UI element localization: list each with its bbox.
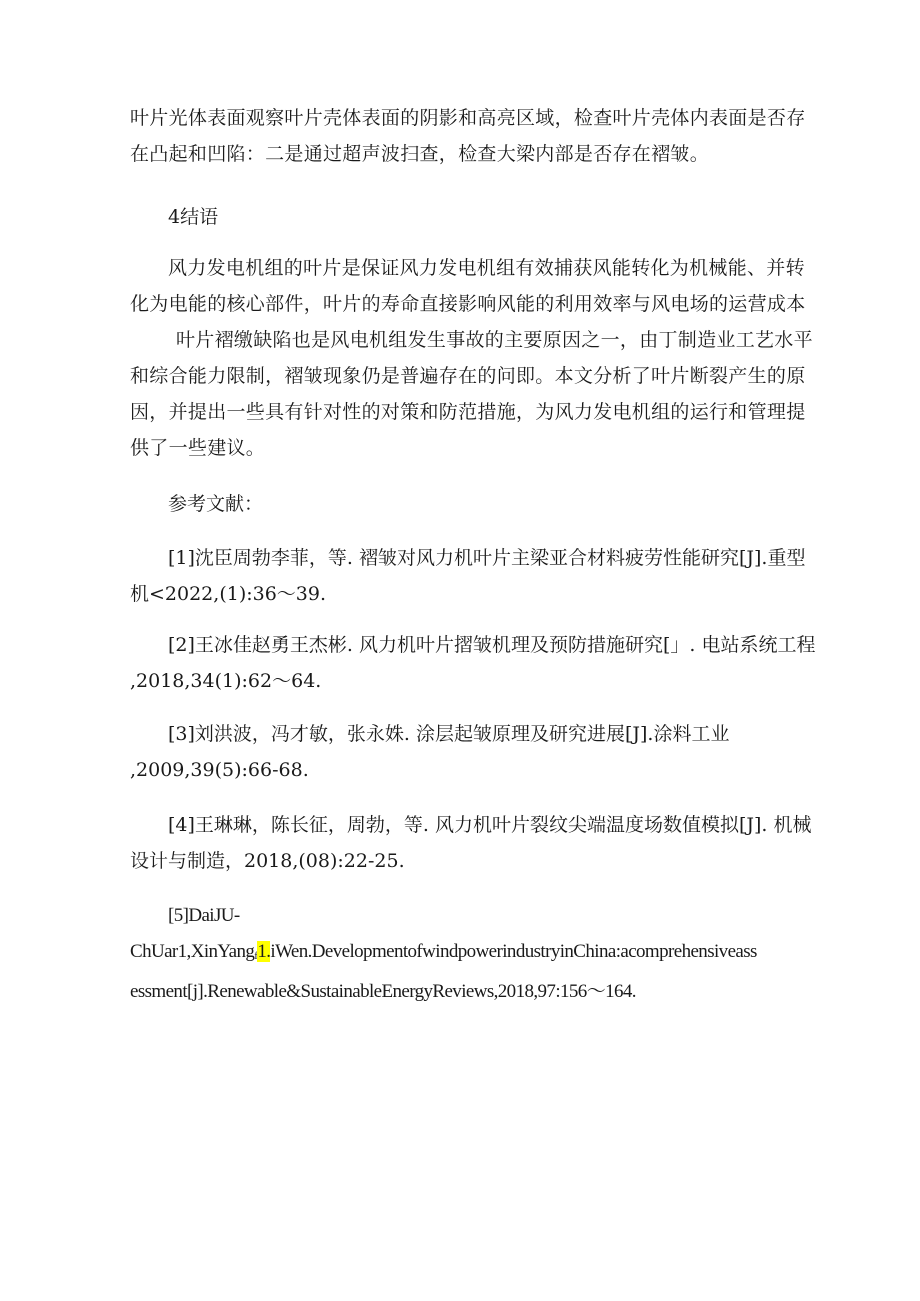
- conclusion-paragraph: [130, 250, 813, 466]
- conclusion-line-3: 叶片褶缴缺陷也是风电机组发生事故的主要原因之一，由丁制造业工艺水平: [176, 329, 813, 351]
- reference-4: [130, 807, 812, 879]
- reference-2-line-1: [2]王冰佳赵勇王杰彬. 风力机叶片摺皱机理及预防措施研究[」. 电站系统工程: [168, 634, 816, 656]
- conclusion-line-5: 因，并提出一些具有针对性的对策和防范措施，为风力发电机组的运行和管理提: [130, 401, 806, 423]
- intro-line-1: 叶片光体表面观察叶片壳体表面的阴影和高亮区域，检查叶片壳体内表面是否存: [130, 107, 806, 129]
- reference-4-line-2: 设计与制造，2018,(08):22-25.: [130, 850, 405, 872]
- conclusion-line-4: 和综合能力限制，褶皱现象仍是普遍存在的问即。本文分析了叶片断裂产生的原: [130, 365, 806, 387]
- intro-paragraph: [130, 100, 806, 172]
- conclusion-line-2: 化为电能的核心部件，叶片的寿命直接影响风能的利用效率与风电场的运营成本: [130, 293, 806, 315]
- intro-line-2: 在凸起和凹陷：二是通过超声波扫查，检查大梁内部是否存在褶皱。: [130, 143, 710, 165]
- reference-5-title-a: iWen.DevelopmentofwindpowerindustryinChina:acomprehensiveass: [270, 941, 757, 962]
- reference-5-authors-a: ChUar1,XinYang: [130, 941, 255, 962]
- conclusion-heading: 4结语: [168, 206, 219, 228]
- reference-5-line-1: [5]DaiJU-: [168, 905, 240, 926]
- reference-3-line-1: [3]刘洪波，冯才敏，张永姝. 涂层起皱原理及研究进展[J].涂料工业: [168, 723, 730, 745]
- reference-5-line-2: [130, 934, 795, 974]
- reference-1: [130, 540, 806, 612]
- conclusion-line-6: 供了一些建议。: [130, 437, 266, 459]
- reference-5: [130, 898, 795, 1010]
- references-heading: 参考文献：: [168, 493, 264, 515]
- highlighted-text: 1.: [257, 941, 271, 962]
- reference-1-line-1: [1]沈臣周勃李菲，等. 褶皱对风力机叶片主梁亚合材料疲劳性能研究[J].重型: [168, 547, 806, 569]
- reference-3: [130, 716, 795, 788]
- reference-5-subscript: f: [254, 950, 258, 962]
- reference-2: [130, 627, 816, 699]
- conclusion-line-1: 风力发电机组的叶片是保证风力发电机组有效捕获风能转化为机械能、并转: [168, 257, 805, 279]
- reference-2-line-2: ,2018,34(1):62～64.: [130, 670, 322, 692]
- reference-5-line-3: essment[j].Renewable&SustainableEnergyReviews,2018,97:156～164.: [130, 981, 636, 1002]
- reference-3-line-2: ,2009,39(5):66-68.: [130, 759, 309, 781]
- reference-1-line-2: 机<2022,(1):36～39.: [130, 583, 327, 605]
- reference-4-line-1: [4]王琳琳，陈长征，周勃，等. 风力机叶片裂纹尖端温度场数值模拟[J]. 机械: [168, 814, 812, 836]
